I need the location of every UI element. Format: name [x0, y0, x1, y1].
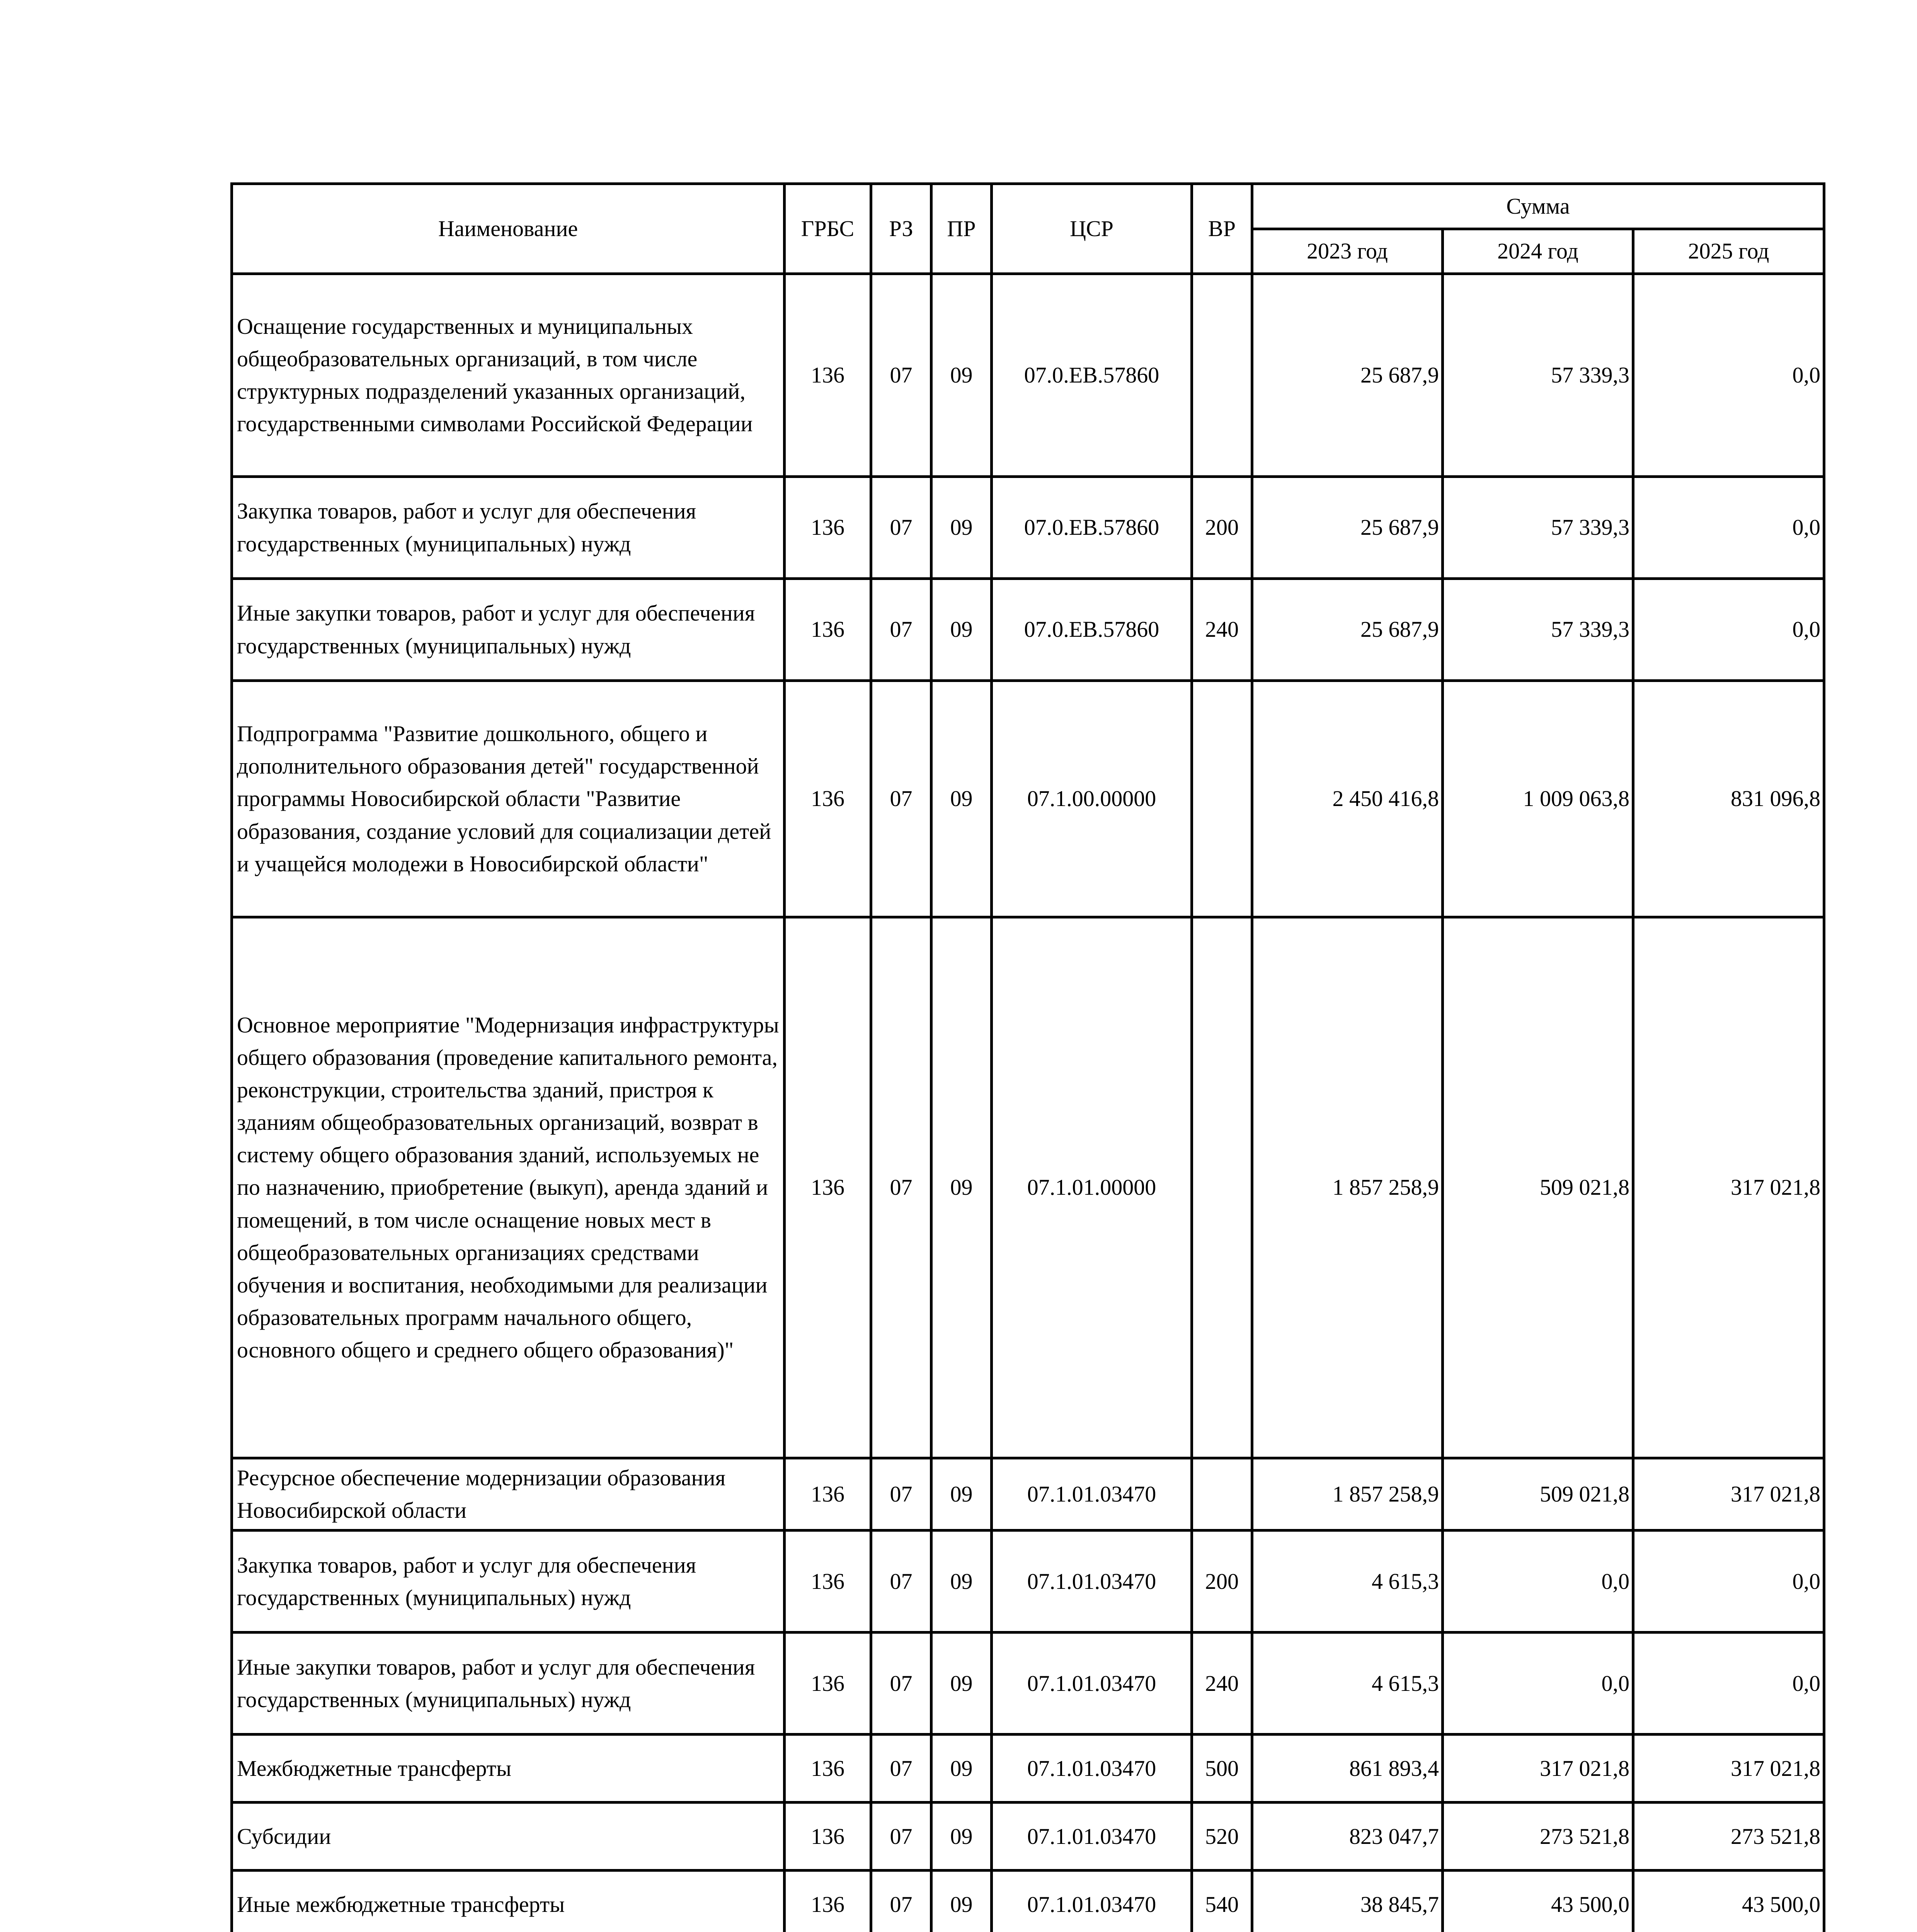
row-sum-2023: 4 615,3 [1252, 1531, 1443, 1633]
row-rz: 07 [871, 681, 931, 917]
row-pr: 09 [931, 1531, 992, 1633]
row-sum-2024: 509 021,8 [1443, 917, 1633, 1458]
row-sum-2024: 0,0 [1443, 1633, 1633, 1735]
row-sum-2024: 273 521,8 [1443, 1803, 1633, 1871]
row-csr: 07.1.01.03470 [992, 1803, 1192, 1871]
table-row [232, 1633, 1824, 1735]
row-csr: 07.0.EB.57860 [992, 274, 1192, 477]
row-sum-2024: 1 009 063,8 [1443, 681, 1633, 917]
row-sum-2023: 823 047,7 [1252, 1803, 1443, 1871]
header-sum: Сумма [1252, 184, 1824, 229]
row-rz: 07 [871, 1871, 931, 1932]
row-rz: 07 [871, 1531, 931, 1633]
row-sum-2025: 0,0 [1633, 1531, 1824, 1633]
row-vr: 240 [1192, 579, 1252, 681]
table-row [232, 477, 1824, 579]
row-grbs: 136 [785, 1633, 871, 1735]
row-pr: 09 [931, 1803, 992, 1871]
row-vr: 520 [1192, 1803, 1252, 1871]
row-name: Основное мероприятие "Модернизация инфраструктуры общего образования (проведение капитального ремонта, реконструкции, строительства зданий, пристроя к зданиям общеобразовательных организаций, возврат в систему общего образования зданий, используемых не по назначению, приобретение (выкуп), аренда зданий и помещений, в том числе оснащение новых мест в общеобразовательных организациях средствами обучения и воспитания, необходимыми для реализации образовательных программ начального общего, основного общего и среднего общего образования)" [232, 917, 785, 1458]
row-sum-2023: 25 687,9 [1252, 579, 1443, 681]
row-pr: 09 [931, 579, 992, 681]
row-name: Оснащение государственных и муниципальных общеобразовательных организаций, в том числе структурных подразделений указанных организаций, государственными символами Российской Федерации [232, 274, 785, 477]
header-grbs: ГРБС [785, 184, 871, 274]
row-name: Закупка товаров, работ и услуг для обеспечения государственных (муниципальных) нужд [232, 1531, 785, 1633]
table-row [232, 1803, 1824, 1871]
row-grbs: 136 [785, 274, 871, 477]
row-rz: 07 [871, 477, 931, 579]
row-sum-2023: 1 857 258,9 [1252, 917, 1443, 1458]
row-csr: 07.0.EB.57860 [992, 579, 1192, 681]
row-csr: 07.1.00.00000 [992, 681, 1192, 917]
row-pr: 09 [931, 274, 992, 477]
table-row [232, 1871, 1824, 1932]
row-sum-2025: 0,0 [1633, 1633, 1824, 1735]
row-sum-2024: 509 021,8 [1443, 1458, 1633, 1531]
row-name: Иные закупки товаров, работ и услуг для обеспечения государственных (муниципальных) нужд [232, 579, 785, 681]
row-pr: 09 [931, 917, 992, 1458]
row-sum-2024: 57 339,3 [1443, 477, 1633, 579]
row-csr: 07.1.01.03470 [992, 1633, 1192, 1735]
row-vr: 200 [1192, 477, 1252, 579]
header-name: Наименование [232, 184, 785, 274]
table-row [232, 1458, 1824, 1531]
row-name: Подпрограмма "Развитие дошкольного, общего и дополнительного образования детей" государственной программы Новосибирской области "Развитие образования, создание условий для социализации детей и учащейся молодежи в Новосибирской области" [232, 681, 785, 917]
row-name: Субсидии [232, 1803, 785, 1871]
row-sum-2025: 831 096,8 [1633, 681, 1824, 917]
row-pr: 09 [931, 1735, 992, 1803]
header-year-2023: 2023 год [1252, 229, 1443, 274]
row-grbs: 136 [785, 1871, 871, 1932]
row-vr [1192, 681, 1252, 917]
row-vr: 200 [1192, 1531, 1252, 1633]
row-sum-2024: 57 339,3 [1443, 579, 1633, 681]
row-rz: 07 [871, 579, 931, 681]
row-sum-2025: 0,0 [1633, 477, 1824, 579]
row-name: Иные закупки товаров, работ и услуг для обеспечения государственных (муниципальных) нужд [232, 1633, 785, 1735]
row-grbs: 136 [785, 917, 871, 1458]
row-sum-2023: 25 687,9 [1252, 477, 1443, 579]
row-vr: 500 [1192, 1735, 1252, 1803]
row-sum-2024: 43 500,0 [1443, 1871, 1633, 1932]
row-csr: 07.1.01.03470 [992, 1458, 1192, 1531]
row-pr: 09 [931, 477, 992, 579]
row-grbs: 136 [785, 681, 871, 917]
header-pr: ПР [931, 184, 992, 274]
row-csr: 07.0.EB.57860 [992, 477, 1192, 579]
row-grbs: 136 [785, 1803, 871, 1871]
header-year-2024: 2024 год [1443, 229, 1633, 274]
header-year-2025: 2025 год [1633, 229, 1824, 274]
row-rz: 07 [871, 274, 931, 477]
row-grbs: 136 [785, 1735, 871, 1803]
row-sum-2023: 25 687,9 [1252, 274, 1443, 477]
row-rz: 07 [871, 1458, 931, 1531]
row-csr: 07.1.01.03470 [992, 1531, 1192, 1633]
row-vr [1192, 274, 1252, 477]
row-sum-2024: 0,0 [1443, 1531, 1633, 1633]
row-csr: 07.1.01.00000 [992, 917, 1192, 1458]
row-grbs: 136 [785, 1458, 871, 1531]
table-row [232, 1735, 1824, 1803]
table-row [232, 1531, 1824, 1633]
row-sum-2023: 2 450 416,8 [1252, 681, 1443, 917]
row-name: Закупка товаров, работ и услуг для обеспечения государственных (муниципальных) нужд [232, 477, 785, 579]
row-sum-2025: 317 021,8 [1633, 1458, 1824, 1531]
header-rz: РЗ [871, 184, 931, 274]
row-name: Иные межбюджетные трансферты [232, 1871, 785, 1932]
row-sum-2023: 4 615,3 [1252, 1633, 1443, 1735]
row-pr: 09 [931, 1871, 992, 1932]
row-vr: 240 [1192, 1633, 1252, 1735]
row-grbs: 136 [785, 477, 871, 579]
row-sum-2023: 861 893,4 [1252, 1735, 1443, 1803]
row-grbs: 136 [785, 1531, 871, 1633]
row-csr: 07.1.01.03470 [992, 1871, 1192, 1932]
row-sum-2023: 38 845,7 [1252, 1871, 1443, 1932]
row-sum-2025: 273 521,8 [1633, 1803, 1824, 1871]
row-sum-2024: 57 339,3 [1443, 274, 1633, 477]
row-vr [1192, 1458, 1252, 1531]
row-sum-2025: 317 021,8 [1633, 1735, 1824, 1803]
row-rz: 07 [871, 917, 931, 1458]
row-sum-2025: 317 021,8 [1633, 917, 1824, 1458]
table-row [232, 579, 1824, 681]
row-vr: 540 [1192, 1871, 1252, 1932]
row-grbs: 136 [785, 579, 871, 681]
row-sum-2025: 0,0 [1633, 579, 1824, 681]
row-pr: 09 [931, 1633, 992, 1735]
header-csr: ЦСР [992, 184, 1192, 274]
table-row [232, 274, 1824, 477]
row-csr: 07.1.01.03470 [992, 1735, 1192, 1803]
table-row [232, 681, 1824, 917]
row-sum-2024: 317 021,8 [1443, 1735, 1633, 1803]
row-vr [1192, 917, 1252, 1458]
row-name: Ресурсное обеспечение модернизации образования Новосибирской области [232, 1458, 785, 1531]
row-pr: 09 [931, 1458, 992, 1531]
row-pr: 09 [931, 681, 992, 917]
row-name: Межбюджетные трансферты [232, 1735, 785, 1803]
row-sum-2025: 43 500,0 [1633, 1871, 1824, 1932]
table-row [232, 917, 1824, 1458]
row-rz: 07 [871, 1803, 931, 1871]
header-vr: ВР [1192, 184, 1252, 274]
row-sum-2023: 1 857 258,9 [1252, 1458, 1443, 1531]
row-rz: 07 [871, 1633, 931, 1735]
row-rz: 07 [871, 1735, 931, 1803]
budget-table [230, 182, 1825, 1932]
row-sum-2025: 0,0 [1633, 274, 1824, 477]
